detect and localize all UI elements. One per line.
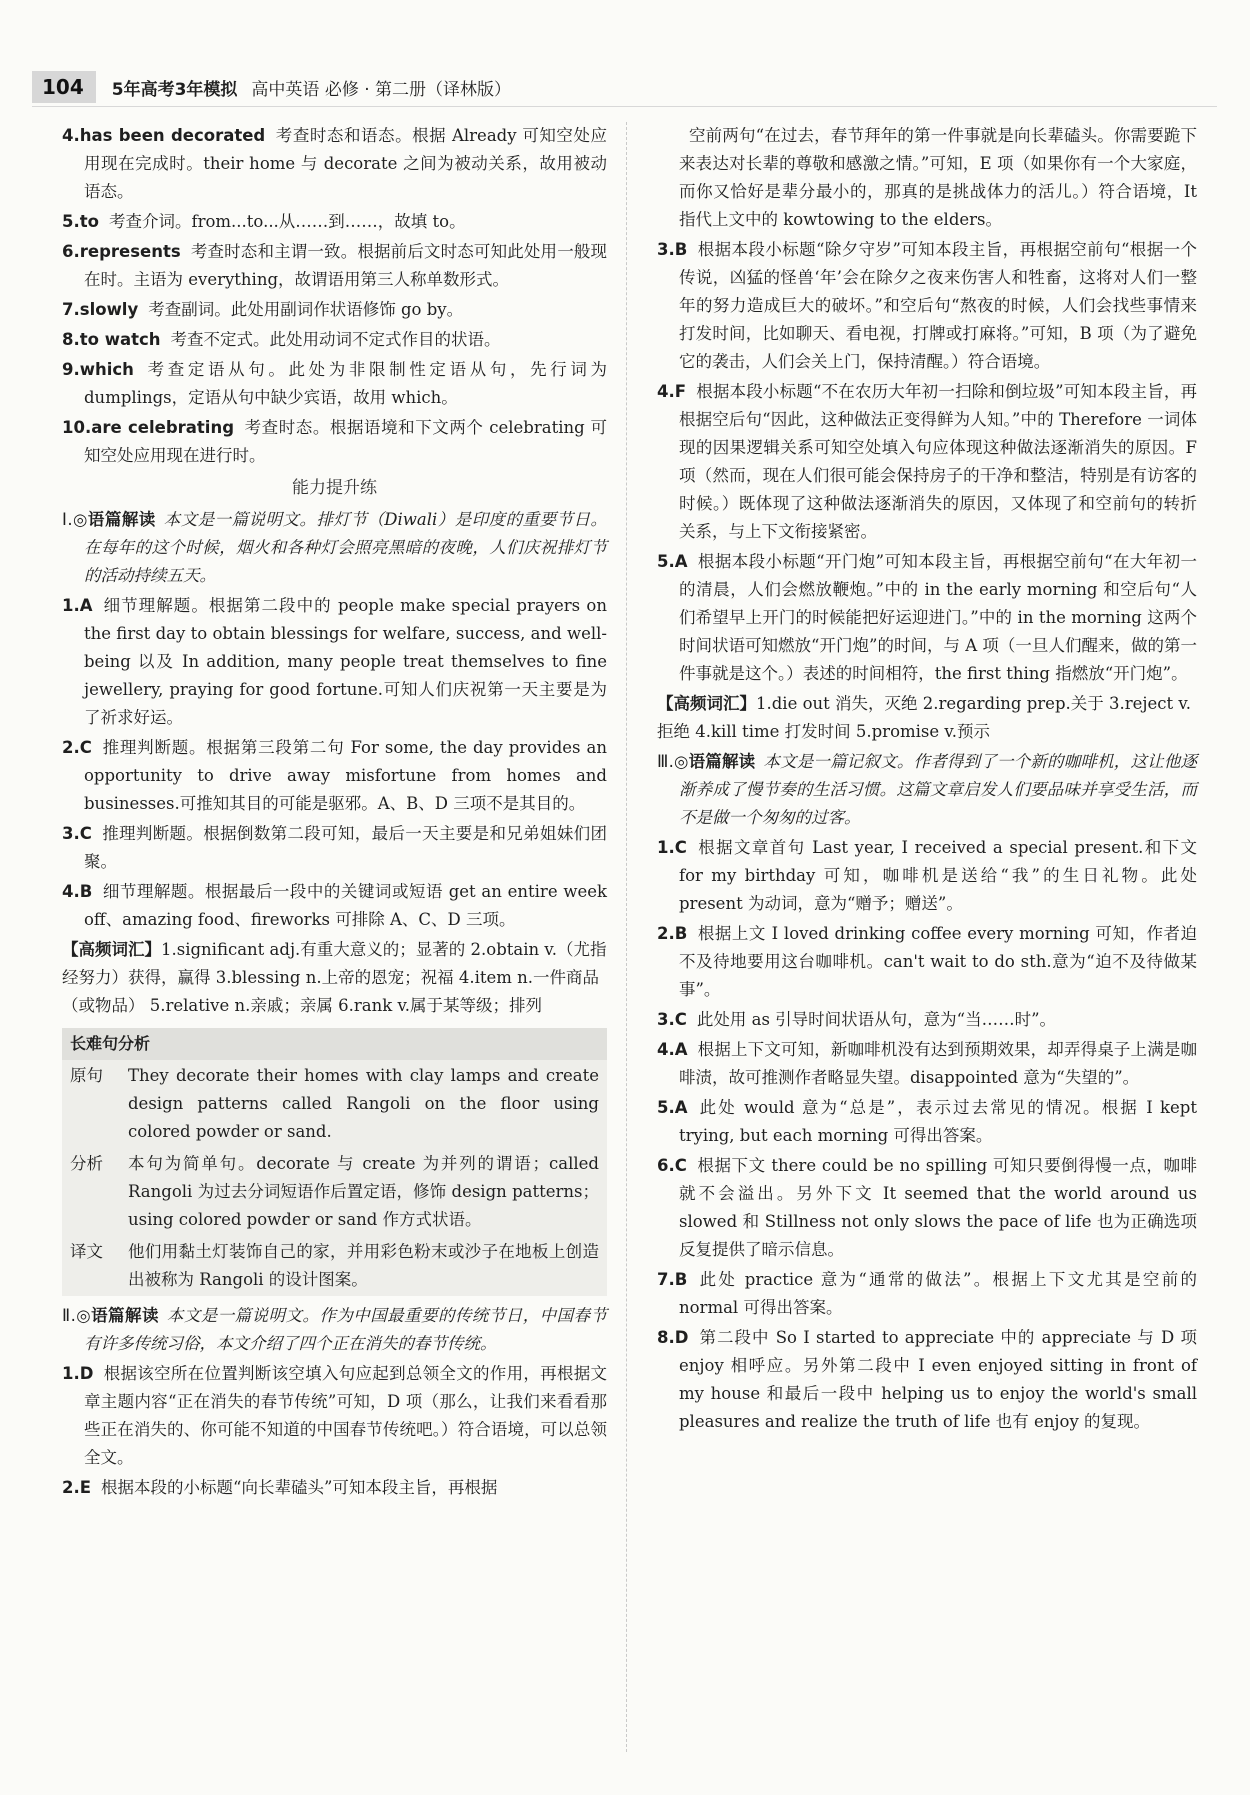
item-number: 2. <box>62 738 80 757</box>
item-number: 4. <box>657 382 675 401</box>
item-number: 2. <box>657 924 675 943</box>
item-number: 5. <box>62 212 80 231</box>
item-explanation: 考查不定式。此处用动词不定式作目的状语。 <box>170 330 501 349</box>
item-answer: D <box>79 1364 94 1383</box>
circle-target-icon: ◎ <box>72 510 88 529</box>
item-number: 1. <box>657 838 675 857</box>
answer-item <box>62 1474 607 1502</box>
answer-item <box>62 414 607 470</box>
item-answer: C <box>674 1156 687 1175</box>
answer-item <box>657 1094 1197 1150</box>
analysis-row: 分析 本句为简单句。decorate 与 create 为并列的谓语；called Rangoli 为过去分词短语作后置定语，修饰 design patterns；using colored powder or sand 作方式状语。 <box>70 1154 599 1229</box>
item-answer: which <box>79 360 134 379</box>
item-number: 4. <box>657 1040 675 1059</box>
answer-item <box>62 122 607 206</box>
item-answer: to <box>79 212 99 231</box>
item-explanation: 考查副词。此处用副词作状语修饰 go by。 <box>148 300 464 319</box>
answer-item <box>62 356 607 412</box>
item-explanation: 根据该空所在位置判断该空填入句应起到总领全文的作用，再根据文章主题内容“正在消失的春节传统”可知，D 项（那么，让我们来看看那些正在消失的、你可能不知道的中国春节传统吧。）符合语境，可以总领全文。 <box>84 1364 607 1467</box>
item-explanation: 根据本段的小标题“向长辈磕头”可知本段主旨，再根据 <box>101 1478 498 1497</box>
item-explanation: 空前两句“在过去，春节拜年的第一件事就是向长辈磕头。你需要跪下来表达对长辈的尊敬和感激之情。”可知，E 项（如果你有一个大家庭，而你又恰好是辈分最小的，那真的是挑战体力的活儿。）符合语境，It 指代上文中的 kowtowing to the elders。 <box>679 126 1197 229</box>
item-explanation: 根据上下文可知，新咖啡机没有达到预期效果，却弄得桌子上满是咖啡渍，故可推测作者略显失望。disappointed 意为“失望的”。 <box>679 1040 1197 1087</box>
item-answer: A <box>79 596 93 615</box>
page-header <box>32 68 1217 107</box>
item-number: 7. <box>657 1270 675 1289</box>
answer-item <box>62 820 607 876</box>
answer-item <box>62 734 607 818</box>
item-number: 6. <box>657 1156 675 1175</box>
book-title: 5年高考3年模拟 <box>111 79 238 100</box>
item-number: 5. <box>657 552 675 571</box>
item-number: 9. <box>62 360 80 379</box>
item-number: 8. <box>62 330 80 349</box>
item-number: 5. <box>657 1098 675 1117</box>
analysis-row: 原句 They decorate their homes with clay lamps and create design patterns called Rangoli on the floor using colored powder or sand. <box>70 1066 599 1141</box>
item-explanation: 细节理解题。根据最后一段中的关键词或短语 get an entire week off、amazing food、fireworks 可排除 A、C、D 三项。 <box>84 882 607 929</box>
item-answer: to watch <box>79 330 161 349</box>
item-number: 1. <box>62 1364 80 1383</box>
answer-item <box>657 1266 1197 1322</box>
item-answer: C <box>79 824 92 843</box>
circle-target-icon: ◎ <box>673 752 689 771</box>
item-answer: B <box>79 882 93 901</box>
item-answer: B <box>674 240 688 259</box>
item-answer: D <box>674 1328 689 1347</box>
item-answer: slowly <box>79 300 139 319</box>
item-answer: B <box>674 1270 688 1289</box>
answer-item <box>62 326 607 354</box>
item-explanation: 根据文章首句 Last year, I received a special present.和下文 for my birthday 可知，咖啡机是送给“我”的生日礼物。此处 present 为动词，意为“赠予；赠送”。 <box>679 838 1197 913</box>
item-answer: represents <box>79 242 181 261</box>
item-answer: F <box>674 382 687 401</box>
vocab-block-1: 【高频词汇】1.significant adj.有重大意义的；显著的 2.obtain v.（尤指经努力）获得，赢得 3.blessing n.上帝的恩宠；祝福 4.item n.一件商品（或物品） 5.relative n.亲戚；亲属 6.rank v.属于某等级；排列 <box>62 940 607 1015</box>
answer-item <box>657 122 1197 234</box>
left-column <box>62 122 607 1504</box>
right-column <box>657 122 1197 1438</box>
item-answer: A <box>674 1040 688 1059</box>
item-answer: A <box>674 552 688 571</box>
item-number: 3. <box>657 1010 675 1029</box>
book-subtitle: 高中英语 必修 · 第二册（译林版） <box>251 79 512 100</box>
answer-item <box>62 878 607 934</box>
item-explanation: 细节理解题。根据第二段中的 people make special prayers on the first day to obtain blessings for welfare, success, and well-being 以及 In addition, many people treat themselves to fine jewellery, praying for good fortune.可知人们庆祝第一天主要是为了祈求好运。 <box>84 596 607 727</box>
item-explanation: 考查时态和主谓一致。根据前后文时态可知此处用一般现在时。主语为 everything，故谓语用第三人称单数形式。 <box>84 242 607 289</box>
item-answer: C <box>674 838 687 857</box>
answer-item <box>657 1036 1197 1092</box>
item-explanation: 根据本段小标题“不在农历大年初一扫除和倒垃圾”可知本段主旨，再根据空后句“因此，这种做法正变得鲜为人知。”中的 Therefore 一词体现的因果逻辑关系可知空处填入句应体现这种做法逐渐消失的原因。F 项（然而，现在人们很可能会保持房子的干净和整洁，特别是有访客的时候。）既体现了这种做法逐渐消失的原因，又体现了和空前句的转折关系，与上下文衔接紧密。 <box>679 382 1197 541</box>
answer-item <box>657 1152 1197 1264</box>
column-divider <box>626 122 627 1752</box>
passage-intro-1: Ⅰ.◎语篇解读 本文是一篇说明文。排灯节（Diwali）是印度的重要节日。在每年的这个时候，烟火和各种灯会照亮黑暗的夜晚，人们庆祝排灯节的活动持续五天。 <box>62 510 607 585</box>
answer-item <box>657 1006 1197 1034</box>
item-number: 2. <box>62 1478 80 1497</box>
item-number: 1. <box>62 596 80 615</box>
answer-item <box>657 834 1197 918</box>
vocab-block-2: 【高频词汇】1.die out 消失，灭绝 2.regarding prep.关于 3.reject v.拒绝 4.kill time 打发时间 5.promise v.预示 <box>657 694 1191 741</box>
item-explanation: 根据本段小标题“除夕守岁”可知本段主旨，再根据空前句“根据一个传说，凶猛的怪兽‘年’会在除夕之夜来伤害人和牲畜，这将对人们一整年的努力造成巨大的破坏。”和空后句“熬夜的时候，人们会找些事情来打发时间，比如聊天、看电视，打牌或打麻将。”可知，B 项（为了避免它的袭击，人们会关上门，保持清醒。）符合语境。 <box>679 240 1197 371</box>
item-answer: E <box>79 1478 92 1497</box>
answer-item <box>62 208 607 236</box>
answer-item <box>657 236 1197 376</box>
item-explanation: 考查时态和语态。根据 Already 可知空处应用现在完成时。their home 与 decorate 之间为被动关系，故用被动语态。 <box>84 126 607 201</box>
item-number: 8. <box>657 1328 675 1347</box>
answer-item <box>62 1360 607 1472</box>
answer-item <box>62 238 607 294</box>
answer-item <box>657 1324 1197 1436</box>
item-answer: A <box>674 1098 688 1117</box>
item-explanation: 第二段中 So I started to appreciate 中的 appreciate 与 D 项 enjoy 相呼应。另外第二段中 I even enjoyed sitting in front of my house 和最后一段中 helping us to enjoy the world's small pleasures and realize the truth of life 也有 enjoy 的复现。 <box>679 1328 1197 1431</box>
item-number: 3. <box>62 824 80 843</box>
section-title: 能力提升练 <box>292 478 377 498</box>
item-explanation: 根据本段小标题“开门炮”可知本段主旨，再根据空前句“在大年初一的清晨，人们会燃放鞭炮。”中的 in the early morning 和空后句“人们希望早上开门的时候能把好运迎进门。”中的 in the morning 这两个时间状语可知燃放“开门炮”的时间，与 A 项（一旦人们醒来，做的第一件事就是这个。）表述的时间相符，the first thing 指燃放“开门炮”。 <box>679 552 1197 683</box>
item-explanation: 此处用 as 引导时间状语从句，意为“当……时”。 <box>696 1010 1057 1029</box>
item-explanation: 推理判断题。根据第三段第二句 For some, the day provides an opportunity to drive away misfortune from homes and businesses.可推知其目的可能是驱邪。A、B、D 三项不是其目的。 <box>84 738 607 813</box>
passage-intro-2: Ⅱ.◎语篇解读 本文是一篇说明文。作为中国最重要的传统节日，中国春节有许多传统习俗，本文介绍了四个正在消失的春节传统。 <box>62 1306 607 1353</box>
item-explanation: 考查定语从句。此处为非限制性定语从句，先行词为 dumplings，定语从句中缺少宾语，故用 which。 <box>84 360 607 407</box>
item-explanation: 此处 would 意为“总是”，表示过去常见的情况。根据 I kept trying, but each morning 可得出答案。 <box>679 1098 1197 1145</box>
page-number: 104 <box>32 71 96 103</box>
item-number: 4. <box>62 882 80 901</box>
analysis-title: 长难句分析 <box>62 1028 607 1060</box>
answer-item <box>62 296 607 324</box>
answer-item <box>657 378 1197 546</box>
item-number: 10. <box>62 418 92 437</box>
item-answer: B <box>674 924 688 943</box>
item-explanation: 考查时态。根据语境和下文两个 celebrating 可知空处应用现在进行时。 <box>84 418 607 465</box>
item-answer: C <box>79 738 92 757</box>
answer-item <box>657 548 1197 688</box>
item-number: 4. <box>62 126 80 145</box>
item-answer: are celebrating <box>91 418 235 437</box>
item-number: 7. <box>62 300 80 319</box>
item-answer: has been decorated <box>79 126 266 145</box>
item-explanation: 根据下文 there could be no spilling 可知只要倒得慢一点，咖啡就不会溢出。另外下文 It seemed that the world around us slowed 和 Stillness not only slows the pace of life 也为正确选项反复提供了暗示信息。 <box>679 1156 1197 1259</box>
circle-target-icon: ◎ <box>75 1306 92 1325</box>
answer-item <box>657 920 1197 1004</box>
item-explanation: 根据上文 I loved drinking coffee every morning 可知，作者迫不及待地要用这台咖啡机。can't wait to do sth.意为“迫不及待做某事”。 <box>679 924 1197 999</box>
sentence-analysis-box <box>62 1028 607 1296</box>
item-answer: C <box>674 1010 687 1029</box>
answer-item <box>62 592 607 732</box>
item-explanation: 此处 practice 意为“通常的做法”。根据上下文尤其是空前的 normal 可得出答案。 <box>679 1270 1197 1317</box>
analysis-row: 译文 他们用黏土灯装饰自己的家，并用彩色粉末或沙子在地板上创造出被称为 Rangoli 的设计图案。 <box>70 1242 599 1289</box>
item-number: 3. <box>657 240 675 259</box>
item-number: 6. <box>62 242 80 261</box>
item-explanation: 考查介词。from...to...从……到……，故填 to。 <box>108 212 466 231</box>
passage-intro-3: Ⅲ.◎语篇解读 本文是一篇记叙文。作者得到了一个新的咖啡机，这让他逐渐养成了慢节奏的生活习惯。这篇文章启发人们要品味并享受生活，而不是做一个匆匆的过客。 <box>657 752 1198 827</box>
item-explanation: 推理判断题。根据倒数第二段可知，最后一天主要是和兄弟姐妹们团聚。 <box>84 824 607 871</box>
